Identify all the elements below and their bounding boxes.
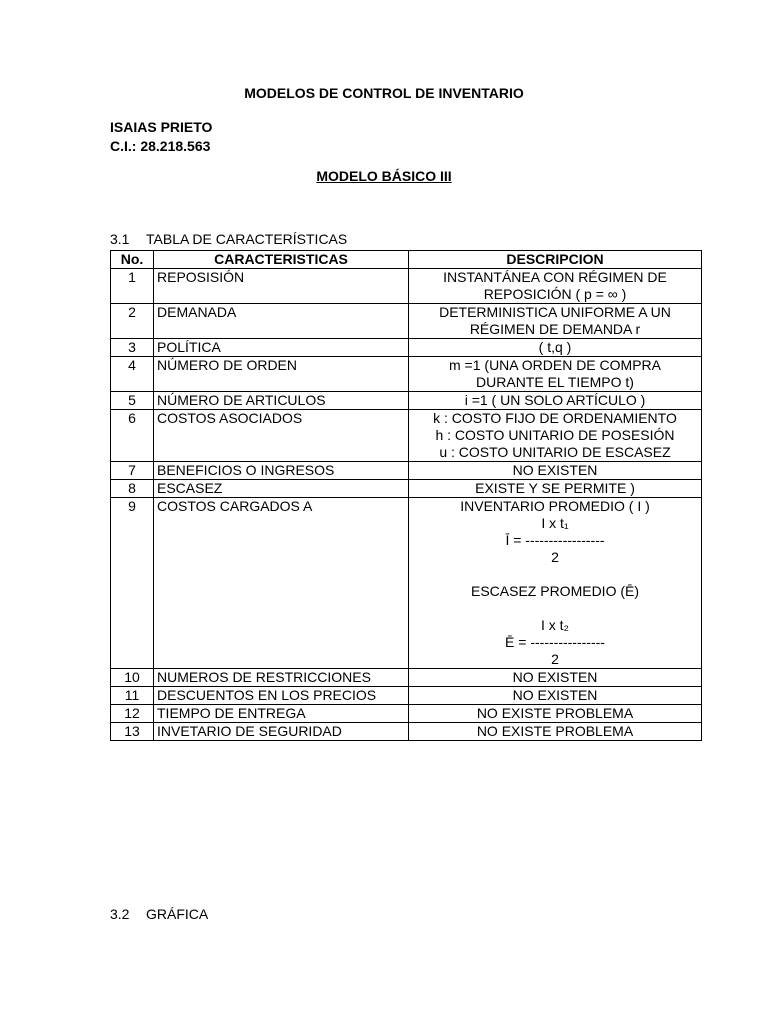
table-row — [111, 480, 702, 498]
characteristic-cell: POLÍTICA — [154, 339, 409, 357]
description-line: ( t,q ) — [538, 339, 572, 355]
row-number: 3 — [111, 339, 154, 357]
table-row — [111, 687, 702, 705]
characteristic-cell: NÚMERO DE ORDEN — [154, 357, 409, 392]
section-title: GRÁFICA — [146, 906, 209, 922]
author-name: ISAIAS PRIETO — [110, 119, 213, 135]
header-caracteristicas: CARACTERISTICAS — [154, 251, 409, 269]
characteristic-cell: NÚMERO DE ARTICULOS — [154, 392, 409, 410]
characteristic-cell: NUMEROS DE RESTRICCIONES — [154, 669, 409, 687]
row-number: 2 — [111, 304, 154, 339]
table-row — [111, 669, 702, 687]
description-line: NO EXISTE PROBLEMA — [476, 723, 634, 739]
table-row — [111, 462, 702, 480]
description-line: m =1 (UNA ORDEN DE COMPRA — [449, 357, 661, 373]
description-cell — [409, 269, 702, 304]
characteristic-cell: BENEFICIOS O INGRESOS — [154, 462, 409, 480]
description-cell — [409, 723, 702, 741]
characteristic-cell: COSTOS CARGADOS A — [154, 498, 409, 669]
row-number: 11 — [111, 687, 154, 705]
description-line: ESCASEZ PROMEDIO (Ē) — [470, 583, 640, 599]
description-cell — [409, 392, 702, 410]
description-cell — [409, 357, 702, 392]
header-descripcion: DESCRIPCION — [409, 251, 702, 269]
section-number: 3.1 — [110, 231, 130, 247]
row-number: 4 — [111, 357, 154, 392]
description-line: I x t₂ — [541, 617, 569, 633]
description-cell — [409, 669, 702, 687]
description-line: RÉGIMEN DE DEMANDA r — [469, 321, 641, 337]
document-title: MODELOS DE CONTROL DE INVENTARIO — [244, 85, 524, 101]
row-number: 5 — [111, 392, 154, 410]
description-line: I x t₁ — [541, 515, 569, 531]
table-row — [111, 269, 702, 304]
description-line: h : COSTO UNITARIO DE POSESIÓN — [435, 427, 675, 443]
characteristic-cell: REPOSISIÓN — [154, 269, 409, 304]
row-number: 9 — [111, 498, 154, 669]
description-cell — [409, 705, 702, 723]
description-cell — [409, 480, 702, 498]
description-cell — [409, 687, 702, 705]
table-row — [111, 392, 702, 410]
section-title: TABLA DE CARACTERÍSTICAS — [146, 231, 348, 247]
description-line: u : COSTO UNITARIO DE ESCASEZ — [439, 444, 671, 460]
description-line: i =1 ( UN SOLO ARTÍCULO ) — [464, 392, 646, 408]
row-number: 8 — [111, 480, 154, 498]
characteristic-cell: DESCUENTOS EN LOS PRECIOS — [154, 687, 409, 705]
table-row — [111, 304, 702, 339]
characteristic-cell: TIEMPO DE ENTREGA — [154, 705, 409, 723]
description-line: Ē = ---------------- — [505, 634, 605, 650]
row-number: 1 — [111, 269, 154, 304]
description-cell — [409, 410, 702, 462]
model-title: MODELO BÁSICO III — [316, 168, 452, 184]
description-line: REPOSICIÓN ( p = ∞ ) — [483, 286, 627, 302]
table-row — [111, 339, 702, 357]
description-line: 2 — [551, 651, 559, 667]
description-line: DETERMINISTICA UNIFORME A UN — [439, 304, 671, 320]
table-row — [111, 410, 702, 462]
description-line: NO EXISTEN — [512, 687, 598, 703]
description-line: NO EXISTEN — [512, 462, 598, 478]
row-number: 13 — [111, 723, 154, 741]
description-line: EXISTE Y SE PERMITE ) — [475, 480, 635, 496]
description-cell — [409, 462, 702, 480]
description-cell — [409, 339, 702, 357]
table-row — [111, 723, 702, 741]
description-cell — [409, 304, 702, 339]
description-cell — [409, 498, 702, 669]
row-number: 7 — [111, 462, 154, 480]
description-line: DURANTE EL TIEMPO t) — [476, 374, 634, 390]
table-row — [111, 498, 702, 669]
description-spacer — [412, 566, 698, 583]
description-line: INVENTARIO PROMEDIO ( I ) — [460, 498, 650, 514]
section-heading-graph — [110, 906, 208, 922]
author-block — [110, 118, 212, 156]
table-row — [111, 357, 702, 392]
author-id: C.I.: 28.218.563 — [110, 138, 211, 154]
description-line: Ī = ----------------- — [505, 532, 605, 548]
characteristic-cell: INVETARIO DE SEGURIDAD — [154, 723, 409, 741]
description-line: NO EXISTE PROBLEMA — [476, 705, 634, 721]
row-number: 12 — [111, 705, 154, 723]
description-line: k : COSTO FIJO DE ORDENAMIENTO — [433, 410, 677, 426]
header-no: No. — [111, 251, 154, 269]
characteristic-cell: ESCASEZ — [154, 480, 409, 498]
characteristics-table — [110, 250, 702, 741]
section-heading-table — [110, 231, 347, 247]
row-number: 6 — [111, 410, 154, 462]
table-header-row — [111, 251, 702, 269]
table-body — [111, 269, 702, 741]
table-row — [111, 705, 702, 723]
description-line: NO EXISTEN — [512, 669, 598, 685]
description-line: INSTANTÁNEA CON RÉGIMEN DE — [443, 269, 667, 285]
row-number: 10 — [111, 669, 154, 687]
characteristic-cell: DEMANADA — [154, 304, 409, 339]
description-spacer — [412, 600, 698, 617]
characteristic-cell: COSTOS ASOCIADOS — [154, 410, 409, 462]
description-line: 2 — [551, 549, 559, 565]
section-number: 3.2 — [110, 906, 130, 922]
